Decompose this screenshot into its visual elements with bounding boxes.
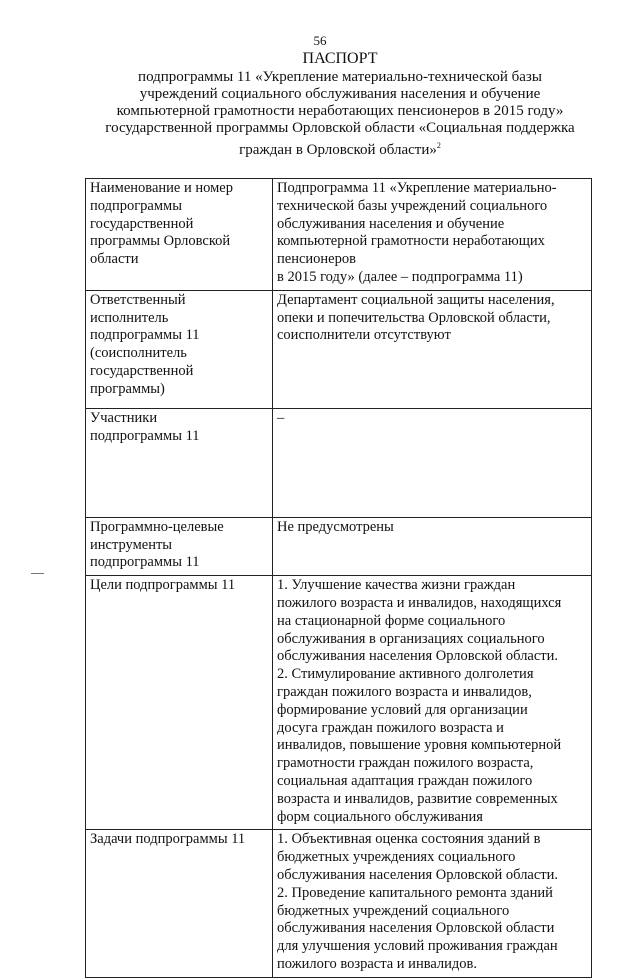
cell-line: –	[277, 409, 285, 426]
cell-line: 2. Проведение капитального ремонта зданий	[277, 884, 553, 901]
document-header	[90, 50, 590, 159]
cell-line: Департамент социальной защиты населения,	[277, 291, 555, 308]
cell-line: в 2015 году» (далее – подпрограмма 11)	[277, 268, 523, 285]
footnote-mark: 2	[436, 141, 441, 150]
cell-line: Не предусмотрены	[277, 518, 394, 535]
passport-table	[85, 178, 592, 978]
subtitle-line-1: подпрограммы 11 «Укрепление материально-технической базы	[138, 69, 542, 85]
cell-line: граждан пожилого возраста и инвалидов,	[277, 683, 532, 700]
field-value-cell	[273, 517, 592, 575]
cell-line: Задачи подпрограммы 11	[90, 831, 246, 848]
cell-line: пожилого возраста и инвалидов, находящихся	[277, 594, 562, 611]
cell-line: области	[90, 251, 139, 268]
cell-line: Цели подпрограммы 11	[90, 577, 236, 594]
cell-line: Наименование и номер	[90, 180, 233, 196]
field-name-cell	[86, 290, 273, 408]
field-name-cell	[86, 830, 273, 977]
cell-line: пенсионеров	[277, 251, 356, 268]
cell-line: Подпрограмма 11 «Укрепление материально-	[277, 180, 557, 196]
cell-line: технической базы учреждений социального	[277, 197, 548, 214]
table-row	[86, 830, 592, 977]
cell-line: для улучшения условий проживания граждан	[277, 938, 558, 955]
cell-line: обслуживания в организациях социального	[277, 630, 545, 647]
cell-line: Программно-целевые	[90, 518, 224, 535]
cell-line: бюджетных учреждений социального	[277, 902, 510, 919]
subtitle-line-3: компьютерной грамотности неработающих пенсионеров в 2015 году»	[116, 103, 564, 119]
cell-line: подпрограммы 11	[90, 554, 200, 571]
field-name-cell	[86, 408, 273, 517]
cell-line: форм социального обслуживания	[277, 808, 483, 825]
cell-line: возраста и инвалидов, развитие современных	[277, 790, 558, 807]
cell-line: на стационарной форме социального	[277, 612, 506, 629]
field-value-cell	[273, 576, 592, 830]
cell-line: подпрограммы 11	[90, 327, 200, 344]
cell-line: обслуживания населения Орловской области	[277, 920, 555, 937]
cell-line: пожилого возраста и инвалидов.	[277, 955, 478, 972]
table-row	[86, 517, 592, 575]
page-number: 56	[313, 33, 327, 48]
subtitle-line-5-text: граждан в Орловской области»	[239, 142, 437, 158]
field-value-cell	[273, 179, 592, 291]
field-value-cell	[273, 830, 592, 977]
cell-line: Участники	[90, 409, 158, 426]
table-row	[86, 576, 592, 830]
field-name-cell	[86, 576, 273, 830]
cell-line: соисполнители отсутствуют	[277, 327, 451, 344]
margin-mark	[31, 573, 44, 574]
cell-line: 2. Стимулирование активного долголетия	[277, 666, 534, 683]
field-name-cell	[86, 179, 273, 291]
cell-line: досуга граждан пожилого возраста и	[277, 719, 504, 736]
passport-table-body	[86, 179, 592, 978]
cell-line: инструменты	[90, 536, 173, 553]
cell-line: 1. Объективная оценка состояния зданий в	[277, 831, 541, 848]
cell-line: Ответственный	[90, 291, 186, 308]
cell-line: исполнитель	[90, 309, 169, 326]
document-title: ПАСПОРТ	[302, 50, 378, 67]
cell-line: подпрограммы	[90, 197, 182, 214]
cell-line: обслуживания населения и обучение	[277, 215, 505, 232]
cell-line: обслуживания населения Орловской области.	[277, 866, 559, 883]
cell-line: подпрограммы 11	[90, 427, 200, 444]
field-value-cell	[273, 290, 592, 408]
cell-line: инвалидов, повышение уровня компьютерной	[277, 737, 562, 754]
table-row	[86, 408, 592, 517]
cell-line: (соисполнитель	[90, 345, 187, 362]
cell-line: бюджетных учреждениях социального	[277, 849, 516, 866]
cell-line: компьютерной грамотности неработающих	[277, 233, 545, 250]
cell-line: программы)	[90, 380, 165, 397]
cell-line: государственной	[90, 362, 194, 379]
table-row	[86, 290, 592, 408]
field-name-cell	[86, 517, 273, 575]
cell-line: 1. Улучшение качества жизни граждан	[277, 577, 516, 594]
subtitle-line-2: учреждений социального обслуживания населения и обучение	[139, 86, 541, 102]
cell-line: программы Орловской	[90, 233, 231, 250]
cell-line: государственной	[90, 215, 194, 232]
cell-line: грамотности граждан пожилого возраста,	[277, 755, 534, 772]
cell-line: формирование условий для организации	[277, 701, 528, 718]
cell-line: обслуживания населения Орловской области.	[277, 648, 559, 665]
cell-line: опеки и попечительства Орловской области,	[277, 309, 551, 326]
table-row	[86, 179, 592, 291]
cell-line: социальная адаптация граждан пожилого	[277, 772, 533, 789]
field-value-cell	[273, 408, 592, 517]
subtitle-line-4: государственной программы Орловской области «Социальная поддержка	[105, 120, 575, 136]
subtitle-line-5	[90, 137, 590, 159]
